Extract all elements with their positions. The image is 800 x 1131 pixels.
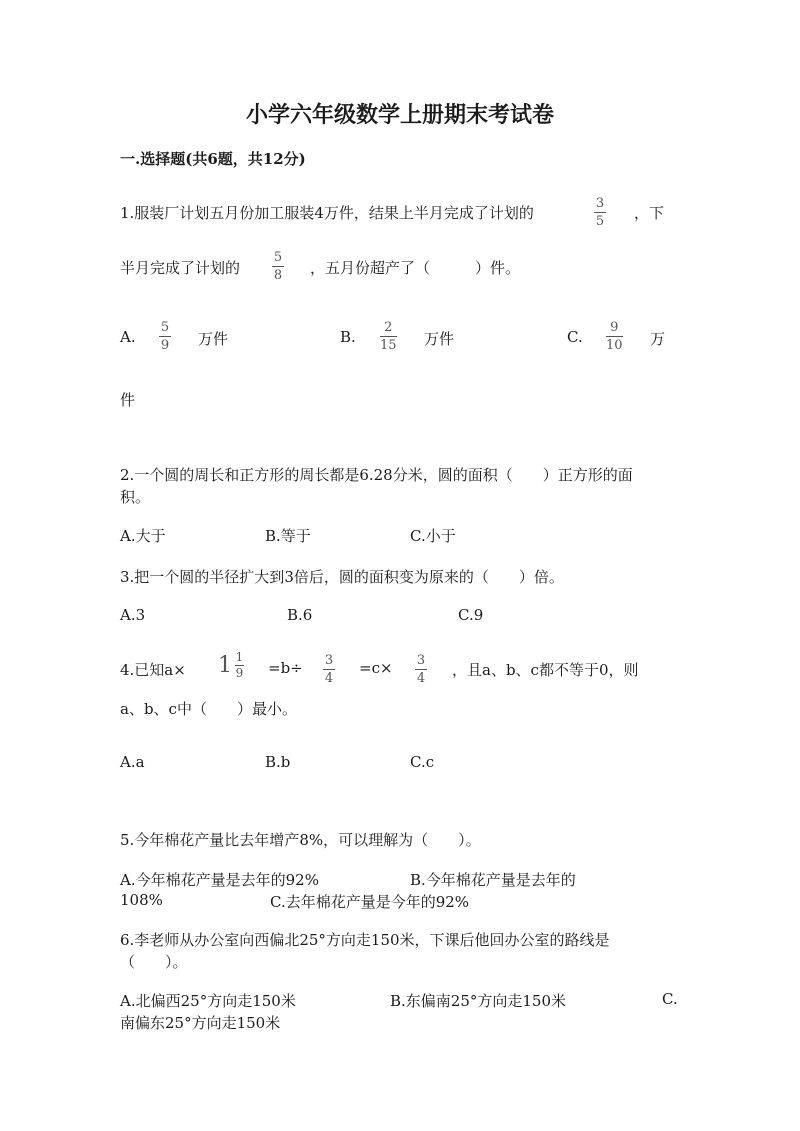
fraction-denominator: 9 — [235, 666, 244, 680]
fraction-bar — [272, 266, 284, 267]
fraction-numerator: 3 — [595, 196, 605, 211]
q4-option-c[interactable]: C.c — [410, 753, 435, 771]
q5-stem: 5.今年棉花产量比去年增产8%，可以理解为（ ）。 — [120, 831, 481, 849]
q6-option-c-wrap[interactable]: 南偏东25°方向走150米 — [120, 1014, 281, 1032]
q3-option-a[interactable]: A.3 — [120, 606, 146, 624]
q5-option-c[interactable]: C.去年棉花产量是今年的92% — [270, 893, 470, 911]
fraction-numerator: 3 — [324, 653, 334, 668]
q1-option-b-unit[interactable]: 万件 — [424, 330, 455, 348]
q1-option-a-label[interactable]: A. — [120, 328, 136, 346]
q6-option-a[interactable]: A.北偏西25°方向走150米 — [120, 992, 296, 1010]
q4-fraction-3-4-a — [323, 653, 335, 686]
q5-option-b[interactable]: B.今年棉花产量是去年的 — [410, 871, 576, 889]
q2-option-a[interactable]: A.大于 — [120, 527, 166, 545]
q4-stem-part4: ，且a、b、c都不等于0，则 — [452, 661, 639, 679]
q3-option-c[interactable]: C.9 — [458, 606, 484, 624]
mixed-whole: 1 — [218, 653, 232, 678]
q1-option-a-unit[interactable]: 万件 — [198, 330, 229, 348]
q4-mixed-number — [218, 651, 244, 680]
q4-stem-line2: a、b、c中（ ）最小。 — [120, 700, 297, 718]
q6-option-b[interactable]: B.东偏南25°方向走150米 — [390, 992, 567, 1010]
fraction-numerator: 3 — [416, 653, 426, 668]
fraction-denominator: 4 — [416, 671, 426, 686]
q3-option-b[interactable]: B.6 — [287, 606, 313, 624]
fraction-numerator: 2 — [384, 320, 393, 335]
q1-stem-line2: 半月完成了计划的 — [120, 259, 241, 277]
q1-stem-line2-end: ，五月份超产了（ ）件。 — [310, 259, 521, 277]
fraction-denominator: 4 — [324, 671, 334, 686]
q5-option-b-wrap[interactable]: 108% — [120, 891, 163, 909]
fraction-numerator: 9 — [610, 320, 619, 335]
q1-stem-line1: 1.服装厂计划五月份加工服装4万件，结果上半月完成了计划的 — [120, 204, 534, 222]
q6-option-c[interactable]: C. — [662, 990, 678, 1008]
fraction-bar — [594, 212, 606, 213]
q2-stem-line1: 2.一个圆的周长和正方形的周长都是6.28分米，圆的面积（ ）正方形的面 — [120, 466, 633, 484]
q1-option-b-fraction[interactable] — [380, 320, 397, 353]
mixed-fraction — [235, 651, 244, 680]
q5-option-a[interactable]: A.今年棉花产量是去年的92% — [120, 871, 319, 889]
q1-fraction-5-8 — [272, 250, 284, 283]
q4-stem-part3: =c× — [359, 659, 393, 677]
fraction-numerator: 1 — [235, 650, 244, 664]
fraction-bar — [415, 669, 427, 670]
fraction-denominator: 8 — [273, 268, 283, 283]
q1-fraction-3-5 — [594, 196, 606, 229]
fraction-bar — [323, 669, 335, 670]
q2-option-b[interactable]: B.等于 — [265, 527, 311, 545]
q3-stem: 3.把一个圆的半径扩大到3倍后，圆的面积变为原来的（ ）倍。 — [120, 568, 564, 586]
q2-option-c[interactable]: C.小于 — [410, 527, 456, 545]
exam-title: 小学六年级数学上册期末考试卷 — [245, 102, 554, 128]
q1-option-a-fraction[interactable] — [159, 320, 171, 353]
fraction-numerator: 5 — [160, 320, 170, 335]
q1-stem-line1-end: ，下 — [634, 204, 665, 222]
fraction-denominator: 10 — [606, 338, 623, 353]
q1-option-c-unit[interactable]: 万 — [650, 330, 666, 348]
q1-option-c-label[interactable]: C. — [567, 328, 583, 346]
fraction-bar — [380, 336, 397, 337]
fraction-bar — [606, 336, 623, 337]
q4-stem-part1: 4.已知a× — [120, 661, 186, 679]
q4-option-b[interactable]: B.b — [265, 753, 291, 771]
q4-fraction-3-4-b — [415, 653, 427, 686]
q4-stem-part2: =b÷ — [268, 659, 303, 677]
q2-stem-line2: 积。 — [120, 488, 151, 506]
q6-stem-line1: 6.李老师从办公室向西偏北25°方向走150米，下课后他回办公室的路线是 — [120, 931, 610, 949]
fraction-denominator: 15 — [380, 338, 397, 353]
fraction-denominator: 9 — [160, 338, 170, 353]
q4-option-a[interactable]: A.a — [120, 753, 145, 771]
section-heading: 一.选择题(共6题，共12分) — [120, 150, 306, 168]
fraction-denominator: 5 — [595, 214, 605, 229]
q1-option-c-fraction[interactable] — [606, 320, 623, 353]
fraction-bar — [159, 336, 171, 337]
q6-stem-line2: （ ）。 — [120, 953, 188, 971]
q1-option-c-unit-wrap[interactable]: 件 — [120, 391, 136, 409]
fraction-numerator: 5 — [273, 250, 283, 265]
q1-option-b-label[interactable]: B. — [340, 328, 356, 346]
